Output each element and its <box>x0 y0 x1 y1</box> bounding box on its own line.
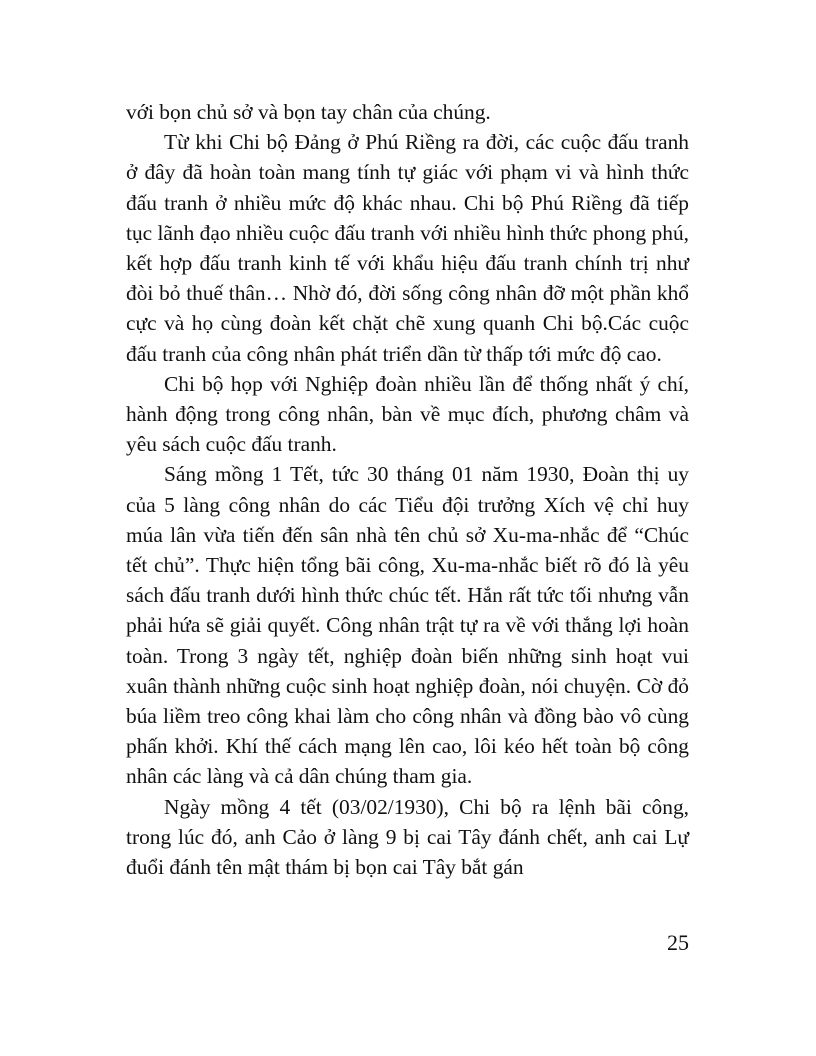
paragraph-strike-order: Ngày mồng 4 tết (03/02/1930), Chi bộ ra lệnh bãi công, trong lúc đó, anh Cảo ở làng 9 bị cai Tây đánh chết, anh cai Lự đuổi đánh tên mật thám bị bọn cai Tây bắt gán <box>126 794 689 880</box>
paragraph-union-meetings: Chi bộ họp với Nghiệp đoàn nhiều lần để thống nhất ý chí, hành động trong công nhân, bàn về mục đích, phương châm và yêu sách cuộc đấu tranh. <box>126 371 689 457</box>
page-number: 25 <box>667 930 689 955</box>
paragraph-continuation: với bọn chủ sở và bọn tay chân của chúng. <box>126 100 491 124</box>
page-body <box>126 97 689 882</box>
paragraph-party-cell-struggles: Từ khi Chi bộ Đảng ở Phú Riềng ra đời, các cuộc đấu tranh ở đây đã hoàn toàn mang tính tự giác với phạm vi và hình thức đấu tranh ở nhiều mức độ khác nhau. Chi bộ Phú Riềng đã tiếp tục lãnh đạo nhiều cuộc đấu tranh với nhiều hình thức phong phú, kết hợp đấu tranh kinh tế với khẩu hiệu đấu tranh chính trị như đòi bỏ thuế thân… Nhờ đó, đời sống công nhân đỡ một phần khổ cực và họ cùng đoàn kết chặt chẽ xung quanh Chi bộ.Các cuộc đấu tranh của công nhân phát triển dần từ thấp tới mức độ cao. <box>126 130 689 366</box>
paragraph-new-year-demonstration: Sáng mồng 1 Tết, tức 30 tháng 01 năm 1930, Đoàn thị uy của 5 làng công nhân do các Tiểu đội trưởng Xích vệ chỉ huy múa lân vừa tiến đến sân nhà tên chủ sở Xu-ma-nhắc để “Chúc tết chủ”. Thực hiện tổng bãi công, Xu-ma-nhắc biết rõ đó là yêu sách đấu tranh dưới hình thức chúc tết. Hắn rất tức tối nhưng vẫn phải hứa sẽ giải quyết. Công nhân trật tự ra về với thắng lợi hoàn toàn. Trong 3 ngày tết, nghiệp đoàn biến những sinh hoạt vui xuân thành những cuộc sinh hoạt nghiệp đoàn, nói chuyện. Cờ đỏ búa liềm treo công khai làm cho công nhân và đồng bào vô cùng phấn khởi. Khí thế cách mạng lên cao, lôi kéo hết toàn bộ công nhân các làng và cả dân chúng tham gia. <box>126 462 689 789</box>
